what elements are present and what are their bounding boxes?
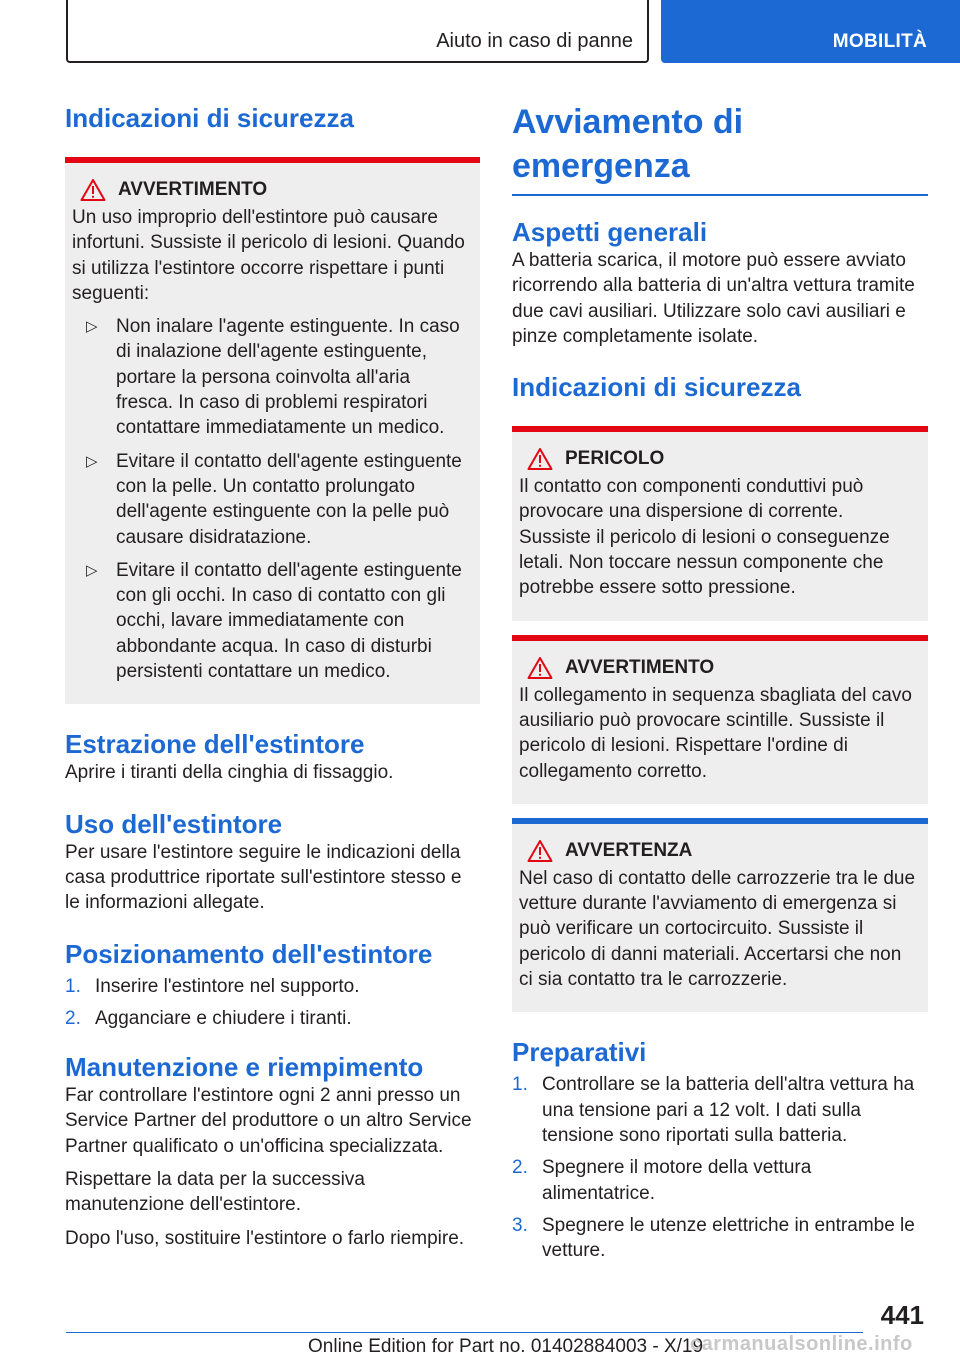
bullet-marker-icon: ▷ [86,452,98,470]
maintenance-text-2: Rispettare la data per la successiva manutenzione dell'estintore. [65,1169,365,1216]
warning-box-right [512,635,928,804]
chapter-tab[interactable] [661,0,960,63]
positioning-step [65,974,480,999]
warning-bullet [72,449,472,550]
caution-box [512,818,928,1012]
footer-edition: Online Edition for Part no. 01402884003 - X/19 [308,1336,704,1357]
warning-bullet-text: Non inalare l'agente estinguente. In caso di inalazione dell'agente estinguente, portare la persona coinvolta all'aria fresca. In caso di problemi respiratori contattare immediatamente un medico. [116,316,460,439]
warning-triangle-icon [527,656,553,680]
preparation-step [512,1072,928,1148]
watermark: carmanualsonline.info [690,1333,913,1355]
step-number: 2. [512,1157,528,1179]
danger-box-title: PERICOLO [565,448,665,470]
warning-bullet [72,314,472,440]
danger-box-text: Il contatto con componenti conduttivi può provocare una dispersione di corrente. Sussiste il pericolo di lesioni o conseguenze letali. Non toccare nessun componente che potrebbe essere sotto pressione. [519,476,890,599]
bullet-marker-icon: ▷ [86,561,98,579]
chapter-tab-label: MOBILITÀ [832,31,927,52]
removal-text: Aprire i tiranti della cinghia di fissaggio. [65,762,394,784]
positioning-step [65,1006,480,1031]
danger-box [512,426,928,620]
step-text: Inserire l'estintore nel supporto. [95,975,360,997]
preparation-step [512,1155,928,1206]
safety-heading-right: Indicazioni di sicurezza [512,372,801,403]
usage-heading: Uso dell'estintore [65,808,283,839]
caution-box-text: Nel caso di contatto delle carrozzerie tra le due vetture durante l'avviamento di emergenza si può verificare un cortocircuito. Sussiste il pericolo di danni materiali. Accertarsi che non ci sia contatto tra le carrozzerie. [519,867,916,991]
maintenance-heading: Manutenzione e riempimento [65,1052,424,1083]
step-text: Controllare se la batteria dell'altra vettura ha una tensione pari a 12 volt. I dati sulla tensione sono riportati sulla batteria. [542,1074,915,1146]
preparation-step [512,1213,928,1264]
general-text: A batteria scarica, il motore può essere avviato ricorrendo alla batteria di un'altra vettura tramite due cavi ausiliari. Utilizzare solo cavi ausiliari e pinze completamente isolate. [512,250,915,347]
maintenance-text-3: Dopo l'uso, sostituire l'estintore o farlo riempire. [65,1227,465,1249]
step-number: 3. [512,1214,528,1236]
caution-box-title: AVVERTENZA [565,839,693,861]
safety-heading-left: Indicazioni di sicurezza [65,103,354,133]
left-column [65,100,480,1251]
page-number: 441 [880,1300,924,1330]
warning-triangle-icon [527,839,553,863]
step-number: 2. [65,1007,81,1029]
caution-box-title-row [527,838,920,864]
warning-bullet-text: Evitare il contatto dell'agente estinguente con gli occhi. In caso di contatto con gli occhi, lavare immediatamente con abbondante acqua. In caso di disturbi persistenti contattare un medico. [116,559,462,683]
warning-box-right-text: Il collegamento in sequenza sbagliata del cavo ausiliario può provocare scintille. Sussiste il pericolo di lesioni. Rispettare l'ordine di collegamento corretto. [519,684,912,782]
section-title: Aiuto in caso di panne [436,30,633,52]
bullet-marker-icon: ▷ [86,318,98,336]
maintenance-text-1: Far controllare l'estintore ogni 2 anni presso un Service Partner del produttore o un altro Service Partner qualificato o un'officina specializzata. [65,1085,472,1157]
step-number: 1. [65,975,81,997]
header-section-box [66,0,649,63]
step-number: 1. [512,1074,528,1096]
warning-box-title: AVVERTIMENTO [118,179,268,200]
main-heading: Avviamento di emergenza [512,100,928,196]
warning-triangle-icon [80,178,106,202]
warning-box-title-row [80,177,472,203]
warning-box [65,157,480,704]
warning-box-right-title-row [527,655,920,681]
positioning-heading: Posizionamento dell'estintore [65,938,433,969]
removal-heading: Estrazione dell'estintore [65,729,365,760]
general-heading: Aspetti generali [512,217,708,247]
warning-box-intro: Un uso improprio dell'estintore può causare infortuni. Sussiste il pericolo di lesioni. Quando si utilizza l'estintore occorre rispettare i punti seguenti: [72,207,465,304]
preparation-heading: Preparativi [512,1037,647,1068]
danger-box-title-row [527,446,920,472]
right-column [512,100,928,1263]
warning-bullet [72,558,472,684]
step-text: Agganciare e chiudere i tiranti. [95,1007,352,1029]
warning-bullet-text: Evitare il contatto dell'agente estinguente con la pelle. Un contatto prolungato dell'agente estinguente con la pelle può causare disidratazione. [116,450,462,548]
warning-triangle-icon [527,447,553,471]
step-text: Spegnere le utenze elettriche in entrambe le vetture. [542,1214,915,1262]
warning-box-right-title: AVVERTIMENTO [565,656,715,678]
step-text: Spegnere il motore della vettura alimentatrice. [542,1157,812,1204]
usage-text: Per usare l'estintore seguire le indicazioni della casa produttrice riportate sull'estintore stesso e le informazioni allegate. [65,841,462,914]
